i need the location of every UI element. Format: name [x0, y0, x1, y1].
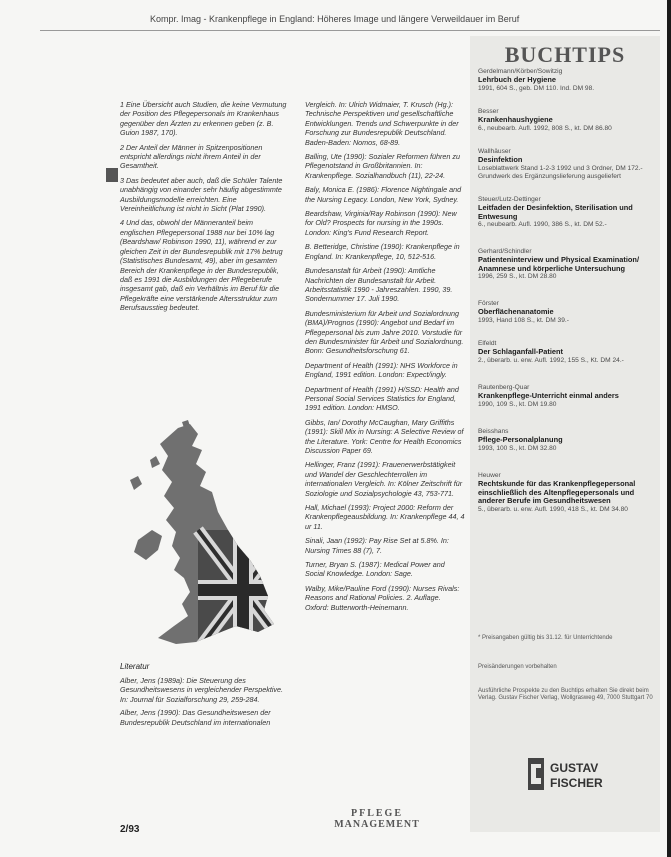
- book-author: Besser: [478, 108, 499, 115]
- book-entry: [478, 68, 656, 93]
- footnote-3: 3 Das bedeutet aber auch, daß die Schüler Talente unabhängig von einander sehr häufig abgestimmte Ausbildungsmodelle erreichten. Eine Vereinheitlichung ist nicht in Sicht (Plat 1990).: [120, 175, 283, 214]
- logo-text-bottom: FISCHER: [550, 776, 603, 790]
- literature-item: Alber, Jens (1989a): Die Steuerung des Gesundheitswesens in vergleichender Perspektive. In: Journal für Sozialforschung 29, 259-284.: [120, 676, 284, 704]
- book-title: Oberflächenanatomie: [478, 307, 554, 317]
- reference-item: Department of Health (1991): NHS Workforce in England, 1991 edition. London: Expect/ingly.: [305, 360, 458, 380]
- book-meta: 5., überarb. u. erw. Aufl. 1990, 418 S., kt. DM 34.80: [478, 505, 628, 513]
- book-title: Patienteninterview und Physical Examination/ Anamnese und körperliche Untersuchung: [478, 255, 639, 273]
- book-entry: [478, 472, 656, 514]
- book-author: Steuer/Lutz-Dettinger: [478, 196, 541, 203]
- reference-item: Bundesministerium für Arbeit und Sozialordnung (BMA)/Prognos (1990): Angebot und Bedarf im Pflegepersonal bis zum Jahre 2010. Vorstudie für den Bundesminister für Arbeit und Sozialordnung. Bonn: Gesundheitsforschung 61.: [305, 308, 464, 356]
- book-meta: 2., überarb. u. erw. Aufl. 1992, 155 S., Kt. DM 24.-: [478, 356, 624, 364]
- book-meta: 1993, Hand 108 S., kt. DM 39.-: [478, 316, 569, 324]
- book-entry: [478, 108, 656, 133]
- literature-list: [120, 676, 288, 731]
- book-title: Krankenhaushygiene: [478, 115, 553, 125]
- book-meta: Loseblattwerk Stand 1-2-3 1992 und 3 Ordner, DM 172.- Grundwerk des Ergänzungslieferung ausgeliefert: [478, 164, 643, 181]
- uk-flag-map-image: [118, 420, 288, 650]
- book-entry: [478, 300, 656, 325]
- logo-text-top: GUSTAV: [550, 761, 599, 775]
- book-author: Förster: [478, 300, 499, 307]
- reference-item: Hellinger, Franz (1991): Frauenerwerbstätigkeit und Wandel der Geschlechterrollen im internationalen Vergleich. In: Kölner Zeitschrift für Soziologie und Sozialpsychologie 43, 753-771.: [305, 460, 463, 498]
- book-author: Elfeldt: [478, 340, 497, 347]
- page-edge: [667, 0, 671, 857]
- literature-heading: Literatur: [120, 662, 150, 671]
- book-author: Rautenberg-Quar: [478, 384, 530, 391]
- references-column: [305, 100, 465, 617]
- buchtips-sidebar: [470, 36, 660, 832]
- footnotes-column: [120, 100, 288, 318]
- book-author: Beisshans: [478, 428, 509, 435]
- reference-item: Beardshaw, Virginia/Ray Robinson (1990): New for Old? Prospects for nursing in the 1990s. London: King's Fund Research Report.: [305, 209, 457, 237]
- book-title: Desinfektion: [478, 155, 523, 165]
- book-author: Gerdelmann/Körber/Sowitzig: [478, 68, 563, 75]
- book-meta: 1990, 109 S., kt. DM 19.80: [478, 400, 557, 408]
- margin-marker: [106, 168, 118, 182]
- book-author: Gerhard/Schindler: [478, 248, 532, 255]
- book-title: Lehrbuch der Hygiene: [478, 75, 557, 85]
- footnote-2: 2 Der Anteil der Männer in Spitzenpositionen entspricht allerdings nicht ihrem Anteil in der Gesamtheit.: [120, 142, 263, 171]
- book-meta: 1996, 259 S., kt. DM 28.80: [478, 273, 557, 281]
- book-title: Rechtskunde für das Krankenpflegepersonal einschließlich des Altenpflegepersonals und anderer Berufe im Gesundheitswesen: [478, 479, 636, 506]
- magazine-logo-bottom: MANAGEMENT: [334, 819, 420, 830]
- book-entry: [478, 384, 656, 409]
- reference-item: Walby, Mike/Pauline Ford (1990): Nurses Rivals: Reasons and Rational Policies. 2. Auflage. Oxford: Butterworth-Heinemann.: [305, 583, 460, 612]
- price-change-note: Preisänderungen vorbehalten: [478, 664, 557, 670]
- footnote-4: 4 Und das, obwohl der Männeranteil beim englischen Pflegepersonal 1988 nur bei 10% lag (Beardshaw/ Robinson 1990, 11), während er zur gleichen Zeit in der Bundesrepublik mit 17% betrug (Statistisches Bundesamt, 49), aber im gesamten Bereich der Krankenpflege in der Bundesrepublik, daß es 1991 die Ausbildungen der Pflegeberufe insgesamt gab, daß ein Verhältnis im Beruf für die Pflegekräfte eine verstärkende Altersstruktur zum Berufsausstieg bedeutet.: [120, 218, 283, 313]
- reference-item: Hall, Michael (1993): Project 2000: Reform der Krankenpflegeausbildung. In: Krankenpflege 44, 4 ur 11.: [305, 503, 465, 531]
- book-entry: [478, 248, 656, 282]
- page-number: 2/93: [120, 824, 140, 835]
- header-rule: [40, 30, 660, 31]
- book-title: Krankenpflege-Unterricht einmal anders: [478, 391, 619, 401]
- gustav-fischer-logo: [528, 756, 648, 792]
- book-author: Wallhäuser: [478, 148, 511, 155]
- literature-item: Alber, Jens (1990): Das Gesundheitswesen der Bundesrepublik Deutschland im internationalen: [120, 708, 271, 727]
- book-entry: [478, 340, 656, 365]
- reference-item: Department of Health (1991) H/SSD: Health and Personal Social Services Statistics for England, 1991 edition. London: HMSO.: [305, 384, 459, 413]
- book-entry: [478, 196, 656, 230]
- sidebar-title: BUCHTIPS: [504, 42, 626, 67]
- reference-item: Baly, Monica E. (1986): Florence Nightingale and the Nursing Legacy. London, New York, Sydney.: [305, 185, 462, 204]
- book-title: Leitfaden der Desinfektion, Sterilisation und Entwesung: [478, 203, 633, 221]
- book-entry: [478, 428, 656, 453]
- book-author: Heuwer: [478, 472, 501, 479]
- book-meta: 6., neubearb. Aufl. 1990, 386 S., kt. DM 52.-: [478, 221, 607, 229]
- publisher-note: Ausführliche Prospekte zu den Buchtips erhalten Sie direkt beim Verlag. Gustav Fischer Verlag, Wollgrasweg 49, 7000 Stuttgart 70: [478, 688, 653, 702]
- reference-item: Balling, Ute (1990): Sozialer Reformen führen zu Pflegenotstand in Großbritannien. In: Krankenpflege. Sozialhandbuch (11), 22-24.: [305, 152, 461, 180]
- book-meta: 1991, 604 S., geb. DM 110. Ind. DM 98.: [478, 84, 595, 92]
- magazine-logo-top: PFLEGE: [350, 808, 403, 819]
- reference-item: Sinali, Jaan (1992): Pay Rise Set at 5.8%. In: Nursing Times 88 (7), 7.: [305, 536, 449, 555]
- reference-item: Gibbs, Ian/ Dorothy McCaughan, Mary Griffiths (1991): Skill Mix in Nursing: A Selective Review of the Literature. York: Centre for Health Economics Discussion Paper 69.: [305, 417, 464, 455]
- magazine-logo: [322, 808, 432, 830]
- book-title: Der Schlaganfall-Patient: [478, 347, 564, 357]
- book-meta: 6., neubearb. Aufl. 1992, 808 S., kt. DM 86.80: [478, 124, 612, 132]
- book-meta: 1993, 100 S., kt. DM 32.80: [478, 444, 557, 452]
- reference-item: Turner, Bryan S. (1987): Medical Power and Social Knowledge. London: Sage.: [305, 560, 445, 579]
- book-title: Pflege-Personalplanung: [478, 435, 563, 445]
- reference-item: Bundesanstalt für Arbeit (1990): Amtliche Nachrichten der Bundesanstalt für Arbeit. Arbeitsstatistik 1990 - Jahreszahlen. 1990, 39. Sondernummer 17. Juli 1990.: [305, 266, 453, 304]
- price-note: * Preisangaben gültig bis 31.12. für Unterrichtende: [478, 635, 613, 641]
- reference-item: Vergleich. In: Ulrich Widmaier, T. Krusch (Hg.): Technische Perspektiven und gesellschaftliche Entwicklungen. Trends und Schwerpunkte in der Forschung zur Bundesrepublik Deutschland. Baden-Baden: Nomos, 68-89.: [305, 100, 459, 147]
- book-entry: [478, 148, 656, 182]
- running-header: Kompr. Imag - Krankenpflege in England: Höheres Image und längere Verweildauer im Beruf: [150, 14, 520, 24]
- reference-item: B. Betteridge, Christine (1990): Krankenpflege in England. In: Krankenpflege, 10, 512-516.: [305, 242, 460, 261]
- footnote-1: 1 Eine Übersicht auch Studien, die keine Vermutung der Position des Pflegepersonals im Krankenhaus gegenüber den Ärzten zu erkennen geben (z. B. Guion 1987, 170).: [120, 100, 287, 138]
